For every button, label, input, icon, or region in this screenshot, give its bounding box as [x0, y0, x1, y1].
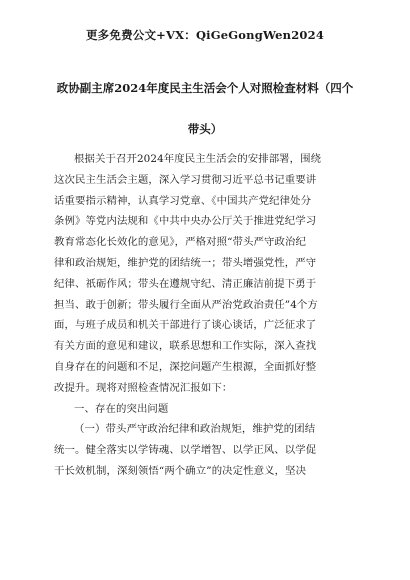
paragraph-line: 有关方面的意见和建议，联系思想和工作实际，深入查找 — [54, 340, 317, 353]
paragraph-line: 自身存在的问题和不足，深挖问题产生根源，全面抓好整 — [54, 360, 317, 373]
paragraph-line: 担当、敢于创新；带头履行全面从严治党政治责任”4个方 — [54, 298, 318, 311]
body-text — [54, 149, 356, 482]
document-title-continued: 带头） — [187, 122, 223, 136]
paragraph-line: 律和政治规矩，维护党的团结统一；带头增强党性，严守 — [54, 256, 317, 269]
promo-header: 更多免费公文+VX：QiGeGongWen2024 — [85, 28, 325, 42]
paragraph-line: 条例》等党内法规和《中共中央办公厅关于推进党纪学习 — [54, 215, 317, 228]
document-title: 政协副主席2024年度民主生活会个人对照检查材料（四个 — [56, 81, 354, 95]
paragraph-line: （一）带头严守政治纪律和政治规矩，维护党的团结 — [74, 423, 316, 436]
paragraph-line: 这次民主生活会主题，深入学习贯彻习近平总书记重要讲 — [54, 173, 317, 186]
paragraph-line: 改提升。现将对照检查情况汇报如下： — [54, 381, 233, 394]
paragraph-line: 统一。健全落实以学铸魂、以学增智、以学正风、以学促 — [54, 444, 317, 457]
section-heading: 一、存在的突出问题 — [74, 402, 169, 415]
paragraph-line: 话重要指示精神，认真学习党章、《中国共产党纪律处分 — [54, 194, 312, 207]
paragraph-line: 纪律、祇砺作风；带头在遵规守纪、清正廉洁前提下勇于 — [54, 277, 317, 290]
paragraph-line: 教育常态化长效化的意见》，严格对照“带头严守政治纪 — [54, 236, 306, 249]
paragraph-line: 根据关于召开2024年度民主生活会的安排部署，围绕 — [74, 153, 322, 165]
paragraph-line: 干长效机制，深刻领悟“两个确立”的决定性意义，坚决 — [54, 464, 307, 477]
paragraph-line: 面，与班子成员和机关干部进行了谈心谈话，广泛征求了 — [54, 319, 317, 332]
